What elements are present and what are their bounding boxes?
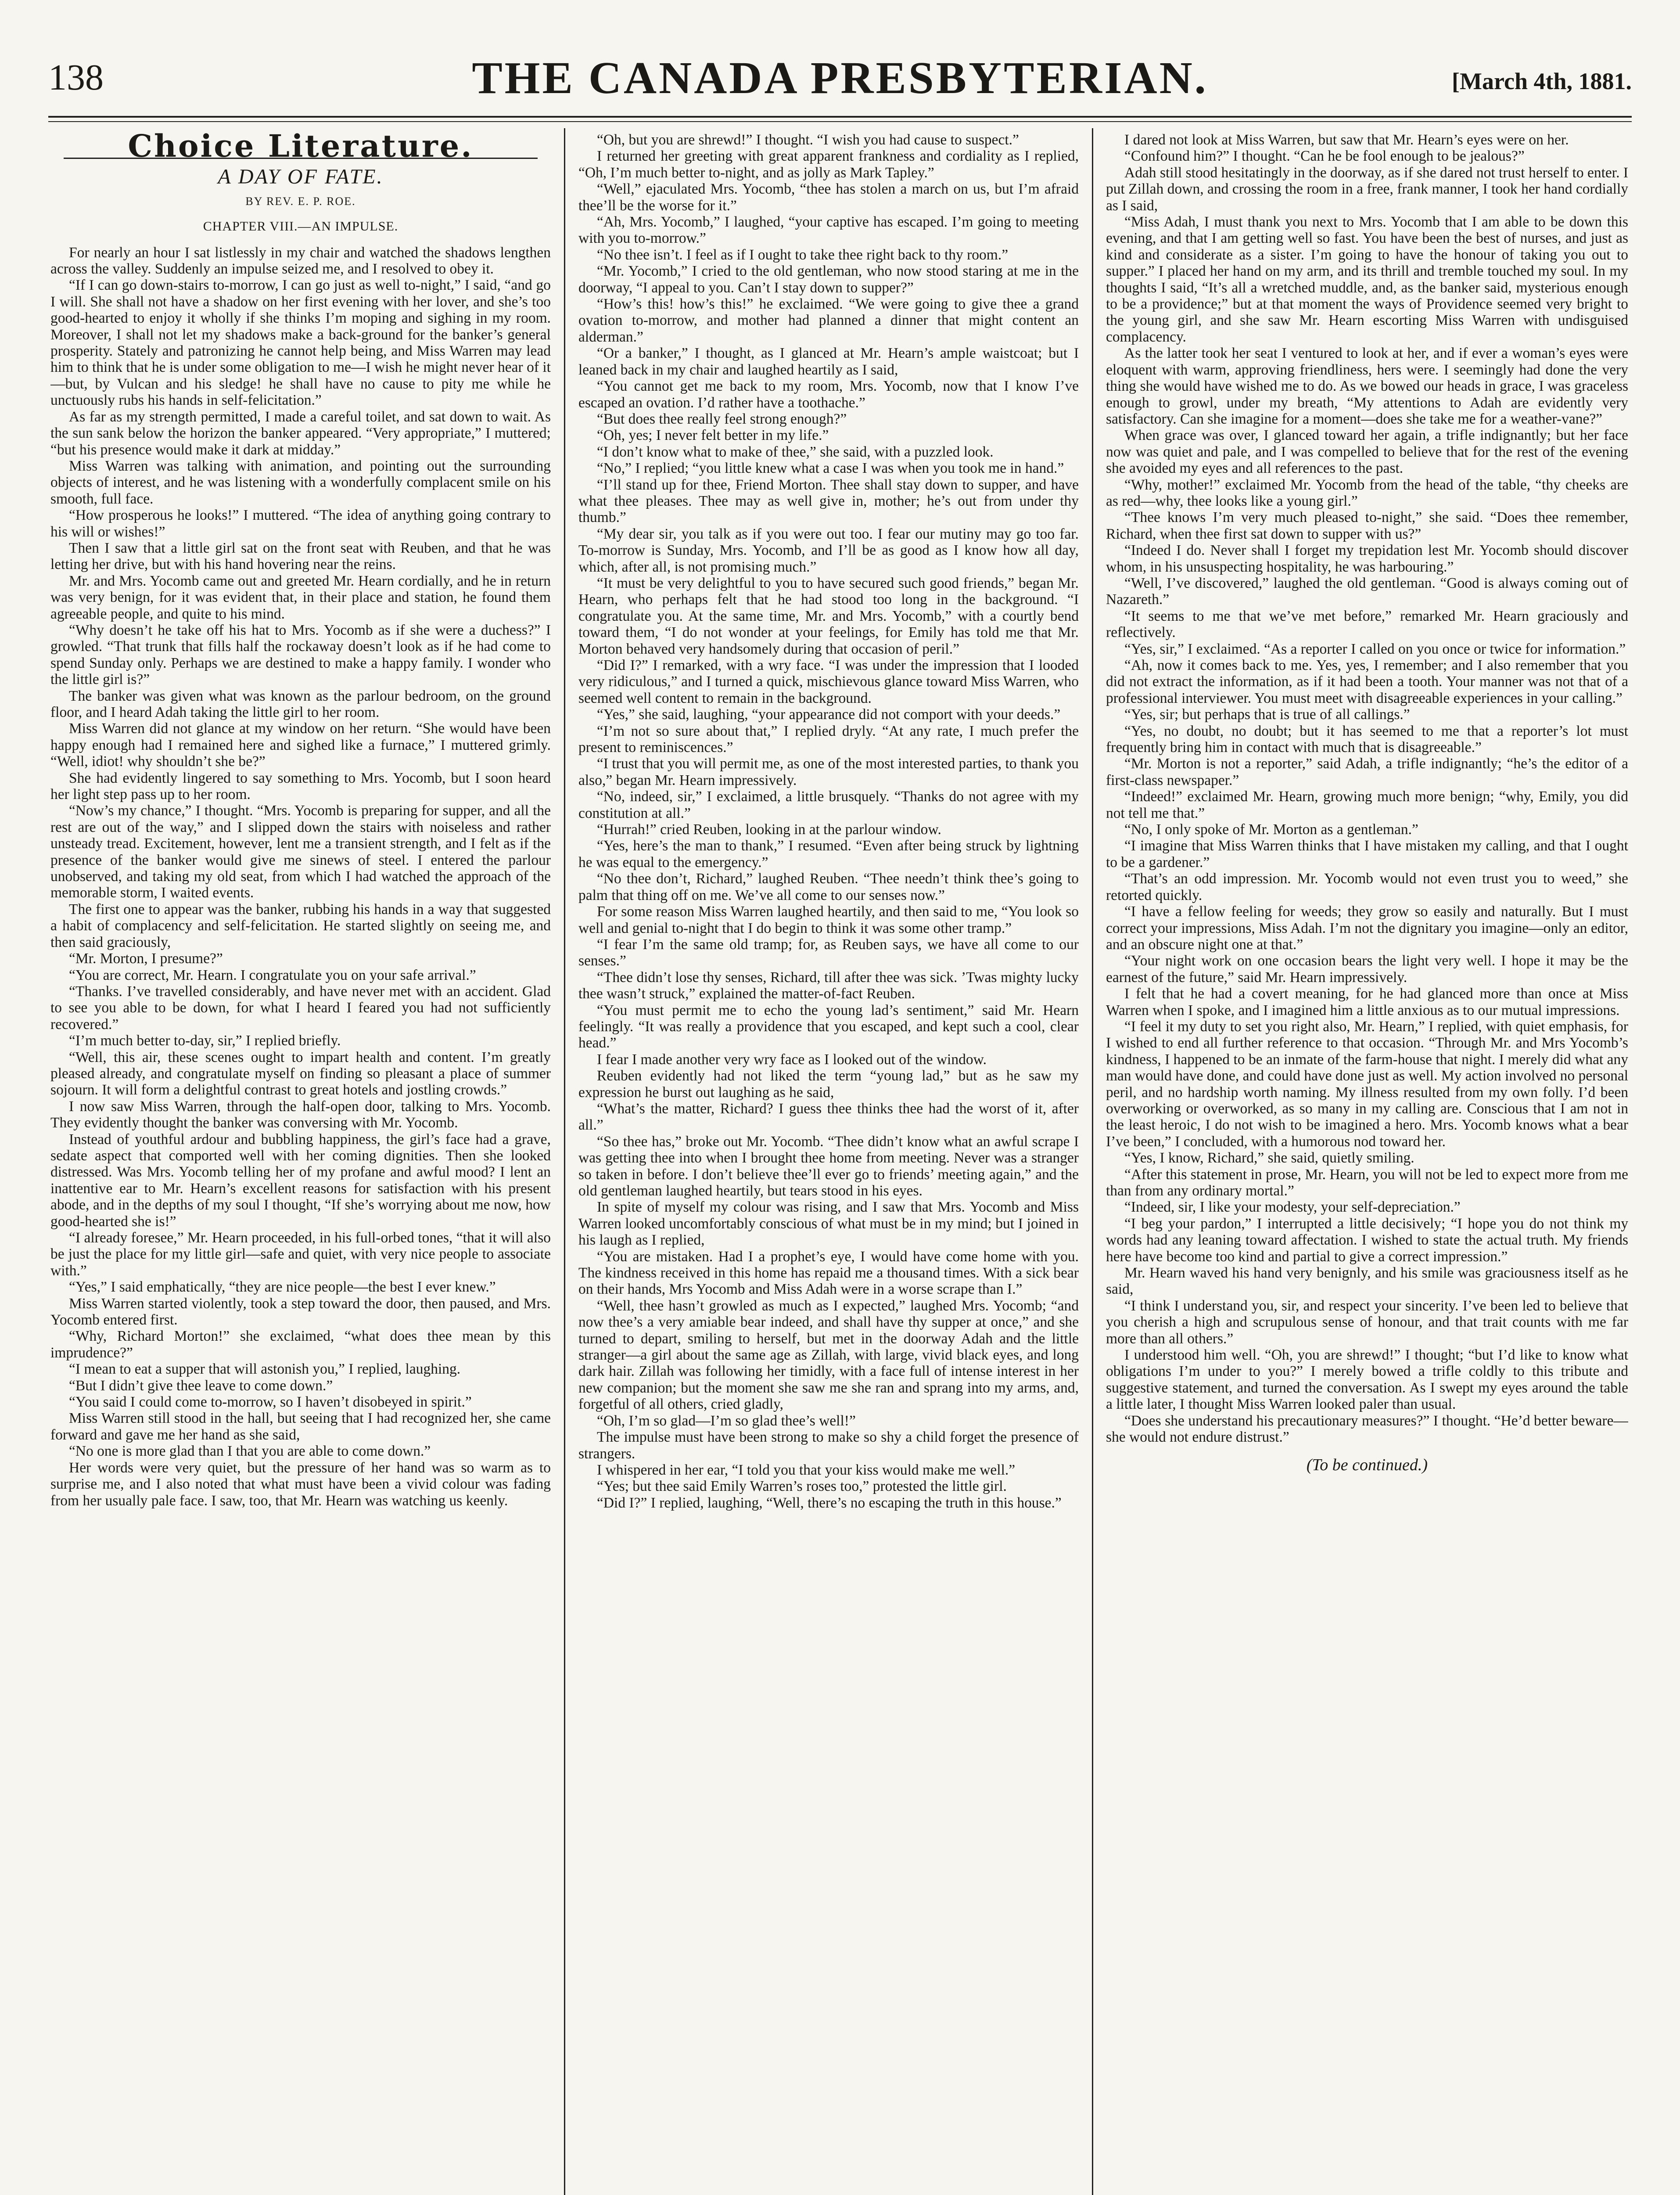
paragraph: Miss Warren still stood in the hall, but seeing that I had recognized her, she came forward and gave me her hand as she said,: [50, 1410, 551, 1443]
paragraph: “I beg your pardon,” I interrupted a little decisively; “I hope you do not think my words had any leaning toward affectation. I wished to state the actual truth. My friends here have become too kind and partial to give a correct impression.”: [1106, 1215, 1628, 1265]
paragraph: “You must permit me to echo the young lad’s sentiment,” said Mr. Hearn feelingly. “It was really a providence that you escaped, and kept such a cool, clear head.”: [578, 1002, 1079, 1051]
paragraph: “Yes, here’s the man to thank,” I resumed. “Even after being struck by lightning he was equal to the emergency.”: [578, 838, 1079, 871]
paragraph: “I don’t know what to make of thee,” she said, with a puzzled look.: [597, 443, 994, 460]
story-title: A DAY OF FATE.: [218, 165, 384, 189]
paragraph: I fear I made another very wry face as I looked out of the window.: [597, 1051, 987, 1068]
column-1: [50, 132, 551, 2195]
paragraph: “Ah, Mrs. Yocomb,” I laughed, “your captive has escaped. I’m going to meeting with you to-morrow.”: [578, 214, 1079, 247]
paragraph: “Does she understand his precautionary measures?” I thought. “He’d better beware—she would not endure distrust.”: [1106, 1412, 1628, 1446]
paragraph: “You are mistaken. Had I a prophet’s eye, I would have come home with you. The kindness received in this home has repaid me a thousand times. With a sick bear on their hands, Mrs Yocomb and Miss Adah were in a worse scrape than I.”: [578, 1248, 1079, 1298]
paragraph: “Well, thee hasn’t growled as much as I expected,” laughed Mrs. Yocomb; “and now thee’s a very amiable bear indeed, and shall have thy supper at once,” and she turned to depart, smiling to herself, but met in the doorway Adah and the little stranger—a girl about the same age as Zillah, with large, vivid black eyes, and long dark hair. Zillah was following her timidly, with a face full of intense interest in her new companion; but the moment she saw me she ran and sprang into my arms, and, forgetful of all others, cried gladly,: [578, 1297, 1079, 1413]
paragraph: “Why doesn’t he take off his hat to Mrs. Yocomb as if she were a duchess?” I growled. “That trunk that fills half the rockaway doesn’t look as if he had come to spend Sunday only. Perhaps we are destined to make a happy family. I wonder who the little girl is?”: [50, 622, 551, 688]
paragraph: In spite of myself my colour was rising, and I saw that Mrs. Yocomb and Miss Warren looked uncomfortably conscious of what must be in my mind; but I joined in his laugh as I replied,: [578, 1199, 1079, 1249]
paragraph: I now saw Miss Warren, through the half-open door, talking to Mrs. Yocomb. They evidently thought the banker was conversing with Mr. Yocomb.: [50, 1098, 551, 1131]
paragraph: “No, I only spoke of Mr. Morton as a gentleman.”: [1124, 821, 1418, 838]
column-1-text: [50, 245, 551, 1509]
paragraph: “No, indeed, sir,” I exclaimed, a little brusquely. “Thanks do not agree with my constitution at all.”: [578, 788, 1079, 821]
paragraph: “No,” I replied; “you little knew what a case I was when you took me in hand.”: [597, 460, 1064, 477]
paragraph: Miss Warren started violently, took a step toward the door, then paused, and Mrs. Yocomb entered first.: [50, 1295, 551, 1328]
paragraph: “I’m not so sure about that,” I replied dryly. “At any rate, I much prefer the present to reminiscences.”: [578, 723, 1079, 756]
column-divider: [1092, 128, 1093, 2195]
paragraph: “I have a fellow feeling for weeds; they grow so easily and naturally. But I must correct your impressions, Miss Adah. I’m not the dignitary you imagine—only an editor, and an obscure night one at that.”: [1106, 903, 1628, 953]
paragraph: I returned her greeting with great apparent frankness and cordiality as I replied, “Oh, I’m much better to-night, and as jolly as Mark Tapley.”: [578, 148, 1079, 181]
column-divider: [564, 128, 565, 2195]
issue-date: [March 4th, 1881.: [1452, 68, 1632, 94]
paragraph: “Yes, I know, Richard,” she said, quietly smiling.: [1124, 1150, 1414, 1166]
paragraph: “I already foresee,” Mr. Hearn proceeded, in his full-orbed tones, “that it will also be just the place for my little girl—safe and quiet, with very nice people to associate with.”: [50, 1230, 551, 1279]
paragraph: “Indeed!” exclaimed Mr. Hearn, growing much more benign; “why, Emily, you did not tell me that.”: [1106, 788, 1628, 821]
section-title: Choice Literature.: [128, 132, 474, 164]
paragraph: “Yes,” I said emphatically, “they are nice people—the best I ever knew.”: [69, 1279, 496, 1295]
paragraph: “I fear I’m the same old tramp; for, as Reuben says, we have all come to our senses.”: [578, 936, 1079, 969]
paragraph: “Oh, but you are shrewd!” I thought. “I wish you had cause to suspect.”: [597, 132, 1019, 148]
paragraph: “Did I?” I remarked, with a wry face. “I was under the impression that I looded very ridiculous,” and I turned a quick, mischievous glance toward Miss Warren, who seemed well content to remain in the background.: [578, 657, 1079, 706]
paragraph: The banker was given what was known as the parlour bedroom, on the ground floor, and I heard Adah taking the little girl to her room.: [50, 687, 551, 720]
paragraph: “That’s an odd impression. Mr. Yocomb would not even trust you to weed,” she retorted quickly.: [1106, 871, 1628, 903]
paragraph: “Miss Adah, I must thank you next to Mrs. Yocomb that I am able to be down this evening, and that I am getting well so fast. You have been the best of nurses, and just as kind and considerate as a sister. I’m going to have the honour of taking you out to supper.” I placed her hand on my arm, and its thrill and tremble touched my soul. In my thoughts I said, “It’s all a wretched muddle, and, as the banker said, mysterious enough to be a providence;” but at that moment the ways of Providence seemed very bright to the young girl, and she saw Mr. Hearn escorting Miss Warren with undisguised complacency.: [1106, 214, 1628, 345]
paragraph: “Did I?” I replied, laughing, “Well, there’s no escaping the truth in this house.”: [597, 1494, 1062, 1511]
paragraph: “You said I could come to-morrow, so I haven’t disobeyed in spirit.”: [69, 1394, 472, 1411]
paragraph: “Yes, no doubt, no doubt; but it has seemed to me that a reporter’s lot must frequently bring him in contact with much that is disagreeable.”: [1106, 723, 1628, 756]
paragraph: “So thee has,” broke out Mr. Yocomb. “Thee didn’t know what an awful scrape I was getting thee into when I brought thee home from meeting. Never was a stranger so taken in before. I don’t believe thee’ll ever go to friends’ meeting again,” and the old gentleman laughed heartily, but tears stood in his eyes.: [578, 1133, 1079, 1199]
paragraph: For some reason Miss Warren laughed heartily, and then said to me, “You look so well and genial to-night that I do begin to think it was some other tramp.”: [578, 903, 1079, 936]
paragraph: “Well, this air, these scenes ought to impart health and content. I’m greatly pleased already, and congratulate myself on finding so pleasant a place of summer sojourn. It will form a delightful contrast to great hotels and jostling crowds.”: [50, 1049, 551, 1098]
paragraph: “Thanks. I’ve travelled considerably, and have never met with an accident. Glad to see you able to be down, for what I heard I feared you had not sufficiently recovered.”: [50, 983, 551, 1033]
paragraph: “No thee isn’t. I feel as if I ought to take thee right back to thy room.”: [597, 246, 1009, 263]
paragraph: “I mean to eat a supper that will astonish you,” I replied, laughing.: [69, 1361, 461, 1378]
paragraph: As the latter took her seat I ventured to look at her, and if ever a woman’s eyes were eloquent with warm, approving friendliness, hers were. I seemingly had done the very thing she would have wished me to do. As we bowed our heads in grace, I was graceless enough to growl, under my breath, “My attentions to Adah are evidently very satisfactory. Can she imagine for a moment—does she take me for a weather-vane?”: [1106, 345, 1628, 427]
paragraph: “After this statement in prose, Mr. Hearn, you will not be led to expect more from me than from any ordinary mortal.”: [1106, 1166, 1628, 1199]
to-be-continued: (To be continued.): [1306, 1455, 1428, 1474]
paragraph: “Oh, yes; I never felt better in my life.”: [597, 427, 829, 444]
byline: BY REV. E. P. ROE.: [245, 194, 356, 208]
paragraph: “Why, Richard Morton!” she exclaimed, “what does thee mean by this imprudence?”: [50, 1328, 551, 1361]
masthead: THE CANADA PRESBYTERIAN.: [472, 53, 1208, 103]
paragraph: “Well,” ejaculated Mrs. Yocomb, “thee has stolen a march on us, but I’m afraid thee’ll be the worse for it.”: [578, 181, 1079, 214]
paragraph: “Oh, I’m so glad—I’m so glad thee’s well!”: [597, 1412, 856, 1429]
paragraph: “Your night work on one occasion bears the light very well. I hope it may be the earnest of the future,” said Mr. Hearn impressively.: [1106, 953, 1628, 986]
paragraph: “Thee didn’t lose thy senses, Richard, till after thee was sick. ’Twas mighty lucky thee wasn’t struck,” explained the matter-of-fact Reuben.: [578, 969, 1079, 1002]
column-3: [1106, 132, 1628, 2195]
column-2-text: [578, 132, 1079, 1511]
paragraph: Mr. and Mrs. Yocomb came out and greeted Mr. Hearn cordially, and he in return was very benign, for it was evident that, in their place and station, he found them agreeable people, and quite to his mind.: [50, 572, 551, 622]
paragraph: “How’s this! how’s this!” he exclaimed. “We were going to give thee a grand ovation to-morrow, and mother had planned a dinner that might content an alderman.”: [578, 296, 1079, 345]
paragraph: As far as my strength permitted, I made a careful toilet, and sat down to wait. As the sun sank below the horizon the banker appeared. “Very appropriate,” I muttered; “but his presence would make it dark at midday.”: [50, 408, 551, 458]
paragraph: “But does thee really feel strong enough?”: [597, 410, 847, 427]
paragraph: “Or a banker,” I thought, as I glanced at Mr. Hearn’s ample waistcoat; but I leaned back in my chair and laughed heartily as I said,: [578, 345, 1079, 378]
paragraph: “What’s the matter, Richard? I guess thee thinks thee had the worst of it, after all.”: [578, 1100, 1079, 1133]
paragraph: “You cannot get me back to my room, Mrs. Yocomb, now that I know I’ve escaped an ovation. I’d rather have a toothache.”: [578, 378, 1079, 411]
header-rule: [48, 116, 1632, 118]
column-3-text: [1106, 132, 1628, 1446]
paragraph: “Indeed I do. Never shall I forget my trepidation lest Mr. Yocomb should discover whom, in his unsuspecting hospitality, he was harbouring.”: [1106, 542, 1628, 575]
paragraph: I understood him well. “Oh, you are shrewd!” I thought; “but I’d like to know what obligations I’m under to you?” I merely bowed a trifle coldly to this tribute and suggestive statement, and turned the conversation. As I swept my eyes around the table a little later, I thought Miss Warren looked paler than usual.: [1106, 1347, 1628, 1413]
paragraph: “Yes,” she said, laughing, “your appearance did not comport with your deeds.”: [597, 706, 1061, 723]
paragraph: “It must be very delightful to you to have secured such good friends,” began Mr. Hearn, who perhaps felt that he had stood too long in the background. “I congratulate you. At the same time, Mr. and Mrs. Yocomb,” with a courtly bend toward them, “I do not wonder at your feelings, for Emily has told me that Mr. Morton behaved very handsomely during that occasion of peril.”: [578, 575, 1079, 657]
paragraph: “Now’s my chance,” I thought. “Mrs. Yocomb is preparing for supper, and all the rest are out of the way,” and I slipped down the stairs with noiseless and rather unsteady tread. Excitement, however, lent me a transient strength, and I felt as if the presence of the banker would give me sinews of steel. I entered the parlour unobserved, and taking my old seat, from which I had watched the approach of the memorable storm, I waited events.: [50, 802, 551, 901]
paragraph: “Mr. Morton is not a reporter,” said Adah, a trifle indignantly; “he’s the editor of a first-class newspaper.”: [1106, 756, 1628, 788]
paragraph: “Indeed, sir, I like your modesty, your self-depreciation.”: [1124, 1199, 1461, 1216]
paragraph: I dared not look at Miss Warren, but saw that Mr. Hearn’s eyes were on her.: [1124, 132, 1569, 148]
paragraph: “But I didn’t give thee leave to come down.”: [69, 1377, 333, 1394]
paragraph: When grace was over, I glanced toward her again, a trifle indignantly; but her face now was quiet and pale, and I was compelled to believe that for the rest of the evening she avoided my eyes and all references to the past.: [1106, 427, 1628, 477]
chapter-heading: CHAPTER VIII.—AN IMPULSE.: [203, 219, 398, 234]
paragraph: “Yes, sir,” I exclaimed. “As a reporter I called on you once or twice for information.”: [1124, 641, 1626, 657]
paragraph: I felt that he had a covert meaning, for he had glanced more than once at Miss Warren when I spoke, and I imagined him a little anxious as to our mutual impressions.: [1106, 986, 1628, 1018]
paragraph: Miss Warren did not glance at my window on her return. “She would have been happy enough had I remained here and sighed like a furnace,” I muttered grimly. “Well, idiot! why shouldn’t she be?”: [50, 720, 551, 770]
paragraph: She had evidently lingered to say something to Mrs. Yocomb, but I soon heard her light step pass up to her room.: [50, 770, 551, 803]
paragraph: I whispered in her ear, “I told you that your kiss would make me well.”: [597, 1461, 1016, 1478]
paragraph: “Why, mother!” exclaimed Mr. Yocomb from the head of the table, “thy cheeks are as red—why, thee looks like a young girl.”: [1106, 476, 1628, 509]
paragraph: Then I saw that a little girl sat on the front seat with Reuben, and that he was letting her drive, but with his hand hovering near the reins.: [50, 540, 551, 573]
paragraph: “I imagine that Miss Warren thinks that I have mistaken my calling, and that I ought to be a gardener.”: [1106, 838, 1628, 871]
paragraph: “You are correct, Mr. Hearn. I congratulate you on your safe arrival.”: [69, 967, 476, 983]
paragraph: “Well, I’ve discovered,” laughed the old gentleman. “Good is always coming out of Nazareth.”: [1106, 575, 1628, 608]
paragraph: Her words were very quiet, but the pressure of her hand was so warm as to surprise me, and I also noted that what must have been a vivid colour was fading from her usually pale face. I saw, too, that Mr. Hearn was watching us keenly.: [50, 1459, 551, 1509]
page-header: [48, 52, 1632, 113]
paragraph: “Hurrah!” cried Reuben, looking in at the parlour window.: [597, 821, 941, 838]
paragraph: “My dear sir, you talk as if you were out too. I fear our mutiny may go too far. To-morrow is Sunday, Mrs. Yocomb, and I’ll be as good as I know how all day, which, after all, is not promising much.”: [578, 525, 1079, 575]
paragraph: “I’ll stand up for thee, Friend Morton. Thee shall stay down to supper, and have what thee pleases. Thee may as well give in, mother; he’s out from under thy thumb.”: [578, 476, 1079, 526]
paragraph: The first one to appear was the banker, rubbing his hands in a way that suggested a habit of complacency and self-felicitation. He started slightly on seeing me, and then said graciously,: [50, 901, 551, 950]
paragraph: “Ah, now it comes back to me. Yes, yes, I remember; and I also remember that you did not extract the information, as if it had been a tooth. Your manner was not that of a professional interviewer. You must meet with disagreeable experiences in your calling.”: [1106, 657, 1628, 706]
paragraph: Adah still stood hesitatingly in the doorway, as if she dared not trust herself to enter. I put Zillah down, and crossing the room in a free, frank manner, I took her hand cordially as I said,: [1106, 164, 1628, 214]
paragraph: For nearly an hour I sat listlessly in my chair and watched the shadows lengthen across the valley. Suddenly an impulse seized me, and I resolved to obey it.: [50, 244, 551, 277]
paragraph: “I feel it my duty to set you right also, Mr. Hearn,” I replied, with quiet emphasis, for I wished to end all further reference to that occasion. “Through Mr. and Mrs Yocomb’s kindness, I happened to be an inmate of the farm-house that night. I merely did what any man would have done, and could have done just as well. My action involved no personal peril, and no hardship worth naming. My illness resulted from my own folly. I’d been overworking or overworked, as so many in my calling are. Conscious that I am not in the least heroic, I do not wish to be imagined a hero. Mrs. Yocomb knows what a bear I’ve been,” I concluded, with a humorous nod toward her.: [1106, 1018, 1628, 1150]
paragraph: “If I can go down-stairs to-morrow, I can go just as well to-night,” I said, “and go I will. She shall not have a shadow on her first evening with her lover, and she’s too good-hearted to enjoy it wholly if she thinks I’m moping and sighing in my room. Moreover, I shall not let my shadows make a back-ground for the banker’s general prosperity. Stately and patronizing he cannot help being, and Miss Warren may lead him to think that he is under some obligation to me—I wish he might never hear of it—but, by Vulcan and his sledge! he shall have no cause to pity me while he unctuously rubs his hands in self-felicitation.”: [50, 277, 551, 409]
paragraph: “It seems to me that we’ve met before,” remarked Mr. Hearn graciously and reflectively.: [1106, 608, 1628, 641]
paragraph: “I think I understand you, sir, and respect your sincerity. I’ve been led to believe that you cherish a high and scrupulous sense of honour, and that trait counts with me far more than all others.”: [1106, 1297, 1628, 1347]
paragraph: “Yes; but thee said Emily Warren’s roses too,” protested the little girl.: [597, 1478, 1007, 1495]
paragraph: “Mr. Yocomb,” I cried to the old gentleman, who now stood staring at me in the doorway, “I appeal to you. Can’t I stay down to supper?”: [578, 263, 1079, 296]
header-rule-thin: [48, 121, 1632, 122]
paragraph: Reuben evidently had not liked the term “young lad,” but as he saw my expression he burst out laughing as he said,: [578, 1068, 1079, 1101]
paragraph: “I’m much better to-day, sir,” I replied briefly.: [69, 1033, 341, 1049]
paragraph: The impulse must have been strong to make so shy a child forget the presence of strangers.: [578, 1429, 1079, 1462]
column-2: [578, 132, 1079, 2195]
paragraph: “Mr. Morton, I presume?”: [69, 950, 223, 967]
page-number: 138: [48, 57, 104, 98]
paragraph: Miss Warren was talking with animation, and pointing out the surrounding objects of interest, and he was listening with a wonderfully complacent smile on his smooth, full face.: [50, 457, 551, 507]
paragraph: Mr. Hearn waved his hand very benignly, and his smile was graciousness itself as he said,: [1106, 1265, 1628, 1298]
paragraph: “No one is more glad than I that you are able to come down.”: [69, 1443, 431, 1460]
paragraph: “How prosperous he looks!” I muttered. “The idea of anything going contrary to his will or wishes!”: [50, 507, 551, 540]
paragraph: “I trust that you will permit me, as one of the most interested parties, to thank you also,” began Mr. Hearn impressively.: [578, 756, 1079, 788]
paragraph: Instead of youthful ardour and bubbling happiness, the girl’s face had a grave, sedate aspect that comported well with her coming dignities. Then she looked distressed. Was Mrs. Yocomb telling her of my profane and awful mood? I lent an inattentive ear to Mr. Hearn’s excellent reasons for satisfaction with his present abode, and in the depths of my soul I thought, “If she’s worrying about me now, how good-hearted she is!”: [50, 1131, 551, 1230]
paragraph: “Thee knows I’m very much pleased to-night,” she said. “Does thee remember, Richard, when thee first sat down to supper with us?”: [1106, 509, 1628, 542]
paragraph: “Confound him?” I thought. “Can he be fool enough to be jealous?”: [1124, 148, 1525, 165]
paragraph: “Yes, sir; but perhaps that is true of all callings.”: [1124, 706, 1410, 723]
paragraph: “No thee don’t, Richard,” laughed Reuben. “Thee needn’t think thee’s going to palm that thing off on me. We’ve all come to our senses now.”: [578, 871, 1079, 903]
